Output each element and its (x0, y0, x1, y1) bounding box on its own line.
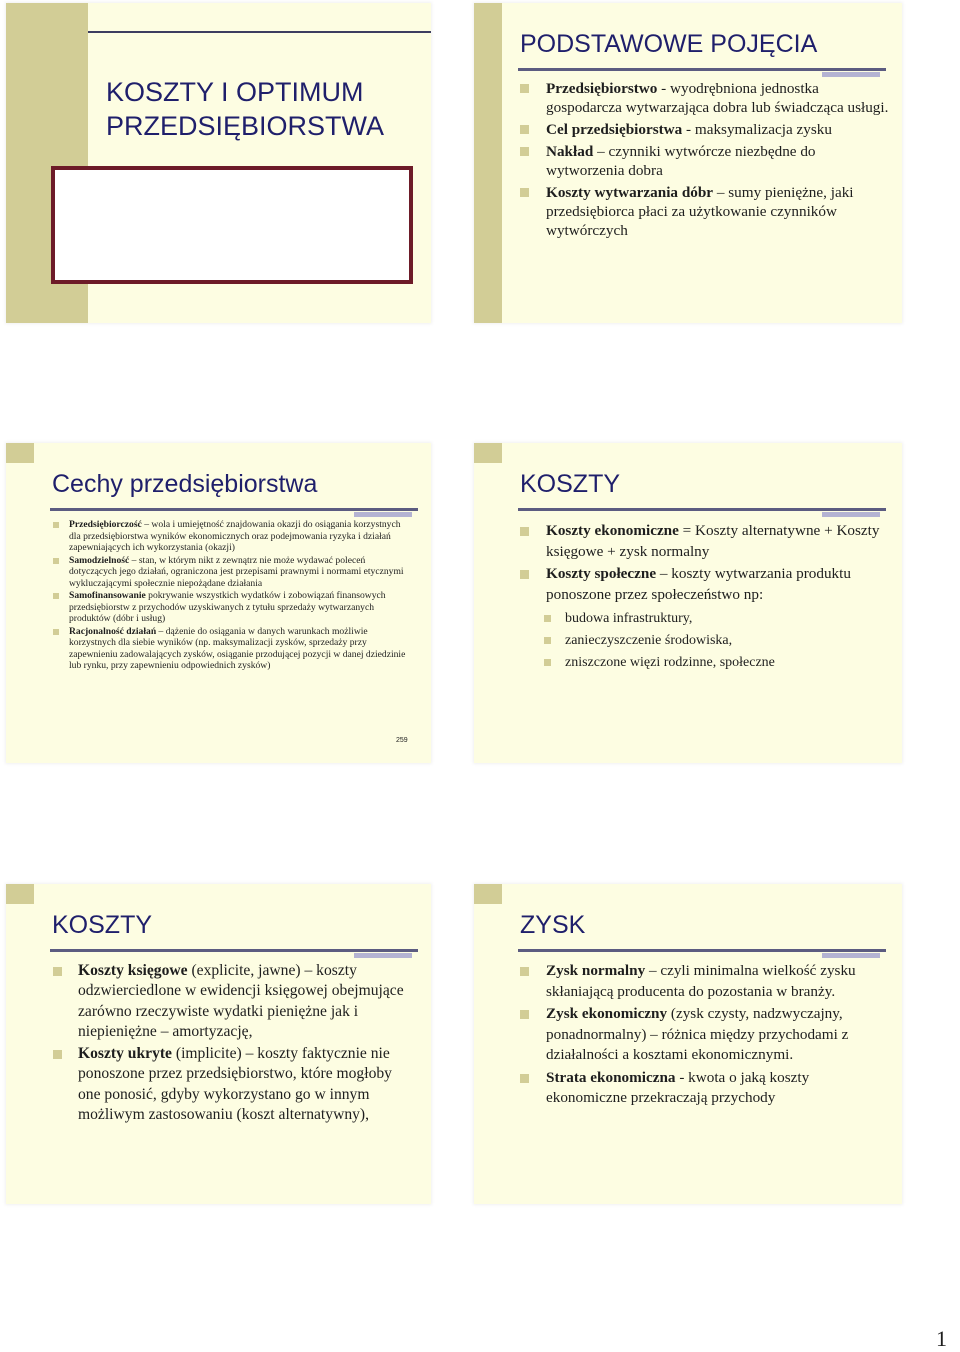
list-item: Strata ekonomiczna - kwota o jaką koszty ekonomiczne przekraczają przychody (520, 1068, 892, 1109)
title-underline-accent (822, 72, 880, 77)
list-item: Samofinansowanie pokrywanie wszystkich wydatków i zobowiązań finansowych przedsiębiorstw z przychodów uzyskiwanych z tytułu sprzedaży wytwarzanych produktów (dóbr i usług) (52, 590, 414, 625)
bullet-list (52, 961, 414, 1127)
empty-frame (51, 166, 413, 284)
list-item: Zysk ekonomiczny (zysk czysty, nadzwyczajny, ponadnormalny) – różnica między przychodami z działalności a kosztami ekonomicznymi. (520, 1004, 892, 1066)
title-underline-accent (354, 512, 412, 517)
sub-list-item: zniszczone więzi rodzinne, społeczne (542, 652, 872, 674)
title-underline-accent (354, 953, 412, 958)
sub-list-item: budowa infrastruktury, (542, 608, 872, 630)
bullet-list (520, 79, 890, 243)
page-number: 1 (936, 1326, 947, 1351)
sub-bullet-list (542, 608, 872, 674)
slide-zysk (474, 884, 902, 1204)
list-item: Cel przedsiębiorstwa - maksymalizacja zysku (520, 120, 890, 139)
slide-podstawowe-pojecia (474, 3, 902, 323)
slide-accent-strip (474, 884, 502, 904)
slide-page-number: 259 (396, 737, 408, 744)
title-underline (518, 68, 886, 71)
title-line-1: KOSZTY I OPTIMUM (106, 77, 364, 107)
slide-accent-strip (6, 443, 34, 463)
list-item: Przedsiębiorstwo - wyodrębniona jednostka gospodarcza wytwarzająca dobra lub świadcząca usługi. (520, 79, 890, 117)
slide-title: KOSZTY (520, 470, 621, 498)
bullet-list (520, 961, 892, 1111)
title-underline (50, 949, 418, 952)
slide-title: KOSZTY (52, 911, 153, 939)
list-item: Koszty społeczne – koszty wytwarzania produktu ponoszone przez społeczeństwo np: (520, 564, 892, 605)
list-item: Koszty ekonomiczne = Koszty alternatywne + Koszty księgowe + zysk normalny (520, 521, 892, 562)
slide-cechy-przedsiebiorstwa (6, 443, 431, 763)
title-underline-accent (822, 953, 880, 958)
slide-main-title (106, 75, 384, 143)
slide-accent-strip (6, 884, 34, 904)
slide-title: ZYSK (520, 911, 586, 939)
slide-title (6, 3, 431, 323)
bullet-list (520, 521, 892, 607)
slide-koszty-1 (474, 443, 902, 763)
slide-title: Cechy przedsiębiorstwa (52, 470, 318, 498)
list-item: Zysk normalny – czyli minimalna wielkość zysku skłaniającą producenta do pozostania w branży. (520, 961, 892, 1002)
title-underline (518, 508, 886, 511)
title-underline (518, 949, 886, 952)
list-item: Koszty wytwarzania dóbr – sumy pieniężne, jaki przedsiębiorca płaci za użytkowanie czynników wytwórczych (520, 183, 890, 240)
slide-title: PODSTAWOWE POJĘCIA (520, 30, 818, 58)
list-item: Koszty ukryte (implicite) – koszty faktycznie nie ponoszone przez przedsiębiorstwo, które mogłoby one ponosić, gdyby wykorzystano go w innym możliwym zastosowaniu (koszt alternatywny), (52, 1044, 414, 1125)
sub-list-item: zanieczyszczenie środowiska, (542, 630, 872, 652)
title-line-2: PRZEDSIĘBIORSTWA (106, 111, 385, 141)
list-item: Samodzielność – stan, w którym nikt z zewnątrz nie może wydawać poleceń dotyczących jego działań, ograniczona jest przepisami prawnymi i normami etycznymi wykluczającymi społecznie niepożądane działania (52, 555, 414, 590)
list-item: Koszty księgowe (explicite, jawne) – koszty odzwierciedlone w ewidencji księgowej obejmujące zarówno rzeczywiste wydatki pieniężne jak i niepieniężne – amortyzację, (52, 961, 414, 1042)
list-item: Przedsiębiorczość – wola i umiejętność znajdowania okazji do osiągania korzystnych dla przedsiębiorstwa wyników ekonomicznych oraz podejmowania ryzyka i działań zapewniających ich wykorzystania (okazji) (52, 519, 414, 554)
title-underline-accent (822, 512, 880, 517)
bullet-list (52, 519, 414, 673)
slide-accent-strip (474, 443, 502, 463)
slide-divider (88, 31, 431, 33)
title-underline (50, 508, 418, 511)
slide-accent-strip (474, 3, 502, 323)
list-item: Nakład – czynniki wytwórcze niezbędne do wytworzenia dobra (520, 142, 890, 180)
list-item: Racjonalność działań – dążenie do osiągania w danych warunkach możliwie korzystnych dla siebie wyników (np. maksymalizacji zysków, sprzedaży przy zapewnieniu zadowalających zysków, osiąganie przodującej pozycji w danej dziedzinie lub rynku, przy zapewnieniu odpowiednich zysków) (52, 626, 414, 672)
slide-koszty-2 (6, 884, 431, 1204)
